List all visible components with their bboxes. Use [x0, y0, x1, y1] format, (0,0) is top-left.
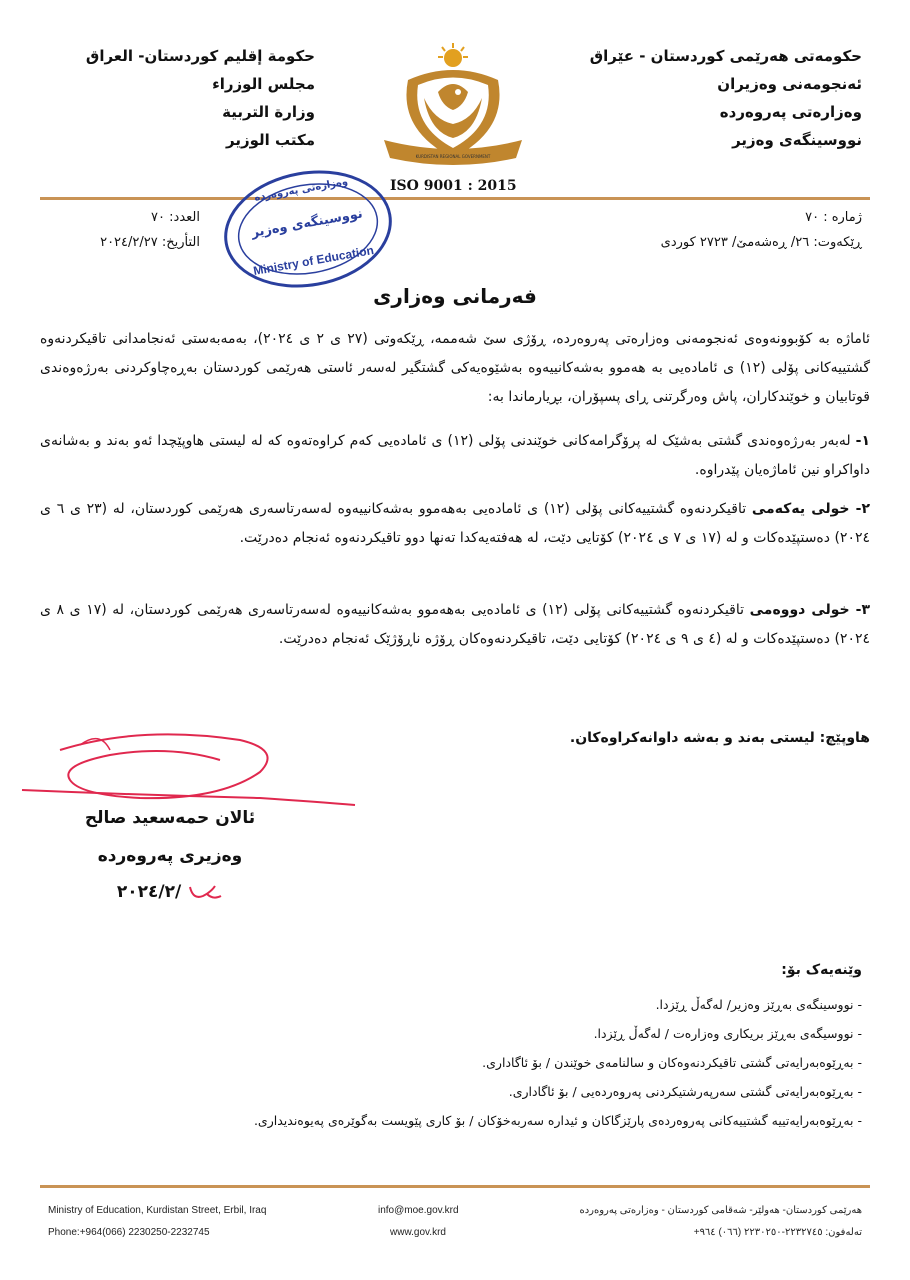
signature-date: [60, 882, 280, 902]
header-divider: [40, 197, 870, 200]
ref-number-ar: العدد: ٧٠: [151, 210, 200, 225]
handwritten-signature-icon: [20, 720, 360, 820]
copies-heading: وێنەیەک بۆ:: [781, 962, 862, 978]
item-3-heading: ٣- خولی دووەمی: [749, 602, 870, 618]
footer-right: [532, 1200, 862, 1244]
emblem-caption: KURDISTAN REGIONAL GOVERNMENT: [415, 154, 491, 159]
ref-arabic: [60, 205, 200, 255]
ref-kurdish: [542, 205, 862, 255]
document-title: فەرمانی وەزاری: [373, 284, 537, 308]
signatory-name: ئالان حمەسعید صالح: [84, 808, 256, 828]
item-2-heading: ٢- خولی یەکەمی: [751, 501, 871, 517]
footer-center: [378, 1200, 458, 1244]
stamp-middle-text: نووسینگەی وەزیر: [250, 206, 364, 241]
header-arabic-line: حكومة إقليم كوردستان- العراق: [85, 47, 315, 65]
copy-item: - بەڕێوەبەرایەتییە گشتییەکانی پەروەردەی پارێزگاکان و ئیدارە سەربەخۆکان / بۆ کاری پێویست بەگوێرەی پەیوەندیداری.: [253, 1113, 862, 1128]
copies-list: [42, 990, 862, 1135]
item-2-text: تاقیکردنەوە گشتییەکانی پۆلی (١٢) ی ئامادەیی بەهەموو بەشەکانییەوە لەسەرتاسەری هەرێمی کوردستان، لە (٢٣ ی ٦ ی ٢٠٢٤) دەستپێدەکات و لە (١٧ ی ٧ ی ٢٠٢٤) کۆتایی دێت، لە هەفتەیەکدا تەنها دوو تاقیکردنەوە ئەنجام دەدرێت.: [40, 501, 870, 546]
footer-left: [48, 1200, 266, 1244]
header-arabic: [60, 47, 315, 149]
header-kurdish-line: ئەنجومەنی وەزیران: [717, 75, 862, 93]
krg-emblem: [378, 40, 528, 165]
ref-date-ar: التأريخ: ٢٠٢٤/٢/٢٧: [100, 235, 200, 250]
header-kurdish-line: وەزارەتی پەروەردە: [719, 103, 862, 121]
signatory-position: وەزیری پەروەردە: [97, 846, 243, 866]
item-1-number: ١-: [855, 433, 870, 449]
header-arabic-line: مجلس الوزراء: [212, 75, 315, 93]
copy-item: - بەڕێوەبەرایەتی گشتی سەرپەرشتیکردنی پەروەردەیی / بۆ ئاگاداری.: [508, 1084, 862, 1099]
footer-phone-ku: تەلەفون: ٢٢٣٢٧٤٥-٢٢٣٠٢٥٠ (٠٦٦) ٩٦٤+: [693, 1227, 862, 1238]
ref-number: ژمارە : ٧٠: [805, 210, 862, 225]
header-arabic-line: وزارة التربية: [222, 103, 315, 121]
header-kurdish: [562, 47, 862, 149]
stamp-bottom-text: Ministry of Education: [252, 243, 375, 279]
footer-email-link[interactable]: info@moe.gov.krd: [378, 1205, 459, 1216]
iso-certification: ISO 9001 : 2015: [390, 178, 517, 194]
header-kurdish-line: حکومەتی هەرێمی کوردستان - عێراق: [589, 47, 862, 65]
copy-item: - نووسیگەی بەڕێز بریکاری وەزارەت / لەگەڵ ڕێزدا.: [593, 1026, 862, 1041]
handwritten-day-icon: [187, 882, 223, 902]
ref-date: ڕێکەوت: ٢٦/ ڕەشەمێ/ ٢٧٢٣ کوردی: [660, 235, 862, 250]
stamp-top-text: وەزارەتی پەروەردە: [253, 176, 349, 204]
item-2: [40, 495, 870, 553]
intro-paragraph: ئاماژە بە کۆبوونەوەی ئەنجومەنی وەزارەتی پەروەردە، ڕۆژی سێ شەممە، ڕێکەوتی (٢٧ ی ٢ ی ٢٠٢٤)، بەمەبەستی ئەنجامدانی تاقیکردنەوە گشتییەکانی پۆلی (١٢) ی ئامادەیی بە هەموو بەشەکانییەوە بەشێوەیەکی گشتگیر لەسەر ئاستی هەرێمی کوردستان بەڕەچاوکردنی بەرژەوەندی قوتابیان و خوێندکاران، پاش وەرگرتنی ڕای پسپۆران، بڕیارماندا بە:: [40, 331, 871, 405]
attachment-note: هاوپێچ: لیستی بەند و بەشە داوانەکراوەکان.: [569, 730, 870, 746]
footer-address-ku: هەرێمی کوردستان- هەولێر- شەقامی کوردستان - وەزارەتی پەروەردە: [579, 1205, 862, 1216]
item-1: [40, 427, 870, 485]
signature-block: [60, 808, 280, 902]
signature-date-text: ٢٠٢٤/٢/: [116, 882, 182, 902]
item-3-text: تاقیکردنەوە گشتییەکانی پۆلی (١٢) ی ئامادەیی بەهەموو بەشەکانییەوە لەسەرتاسەری هەرێمی کوردستان، لە (١٧ ی ٨ ی ٢٠٢٤) دەستپێدەکات و لە (٤ ی ٩ ی ٢٠٢٤) کۆتایی دێت، تاقیکردنەوەکان ڕۆژە ناڕۆژێک ئەنجام دەدرێت.: [40, 602, 870, 647]
item-3: [40, 596, 870, 654]
ministry-stamp: [213, 156, 403, 302]
copy-item: - نووسینگەی بەڕێز وەزیر/ لەگەڵ ڕێزدا.: [655, 997, 862, 1012]
copy-item: - بەڕێوەبەرایەتی گشتی تاقیکردنەوەکان و سالنامەی خوێندن / بۆ ئاگاداری.: [482, 1055, 862, 1070]
footer-phone-en: Phone:+964(066) 2230250-2232745: [48, 1227, 210, 1238]
item-1-text: لەبەر بەرژەوەندی گشتی بەشێک لە پرۆگرامەکانی خوێندنی پۆلی (١٢) ی ئامادەیی کەم کراوەتەوە کە لە لیستی هاوپێچدا ئەو بەند و بەشانەی داواکراو نین ئاماژەیان پێدراوە.: [40, 433, 870, 478]
footer-web-link[interactable]: www.gov.krd: [390, 1227, 446, 1238]
eagle-emblem-icon: [378, 40, 528, 165]
footer-divider: [40, 1185, 870, 1188]
header-kurdish-line: نووسینگەی وەزیر: [732, 131, 862, 149]
header-arabic-line: مكتب الوزير: [225, 131, 315, 149]
footer-address-en: Ministry of Education, Kurdistan Street, Erbil, Iraq: [48, 1205, 267, 1216]
